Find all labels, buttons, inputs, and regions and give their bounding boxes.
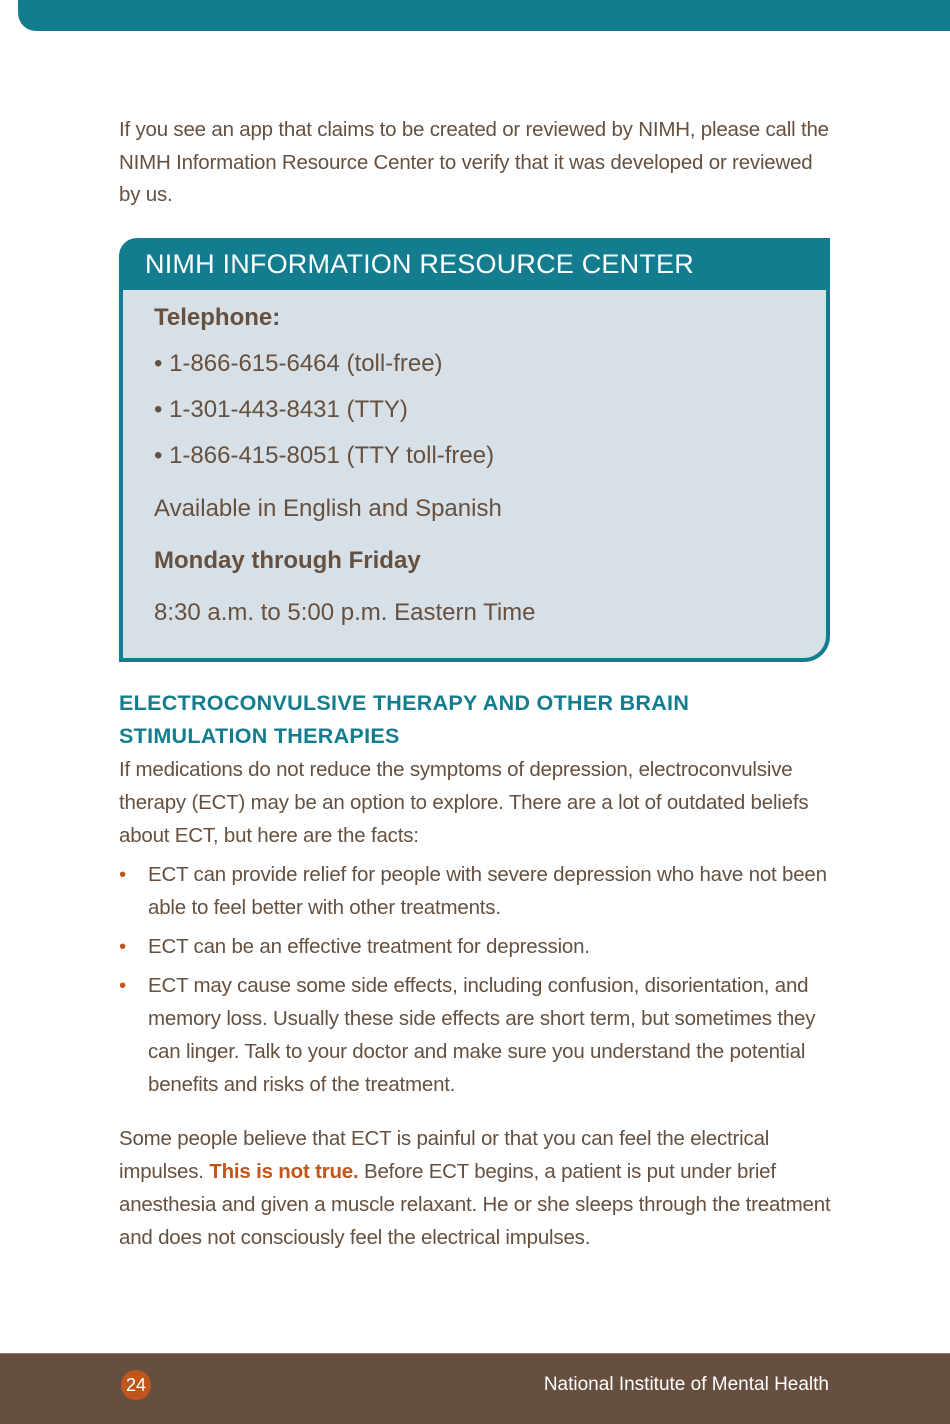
hours-text: 8:30 a.m. to 5:00 p.m. Eastern Time xyxy=(154,599,536,626)
list-item-text: ECT can provide relief for people with severe depression who have not been able to feel better with other treatments. xyxy=(148,863,827,919)
bullet-icon: • xyxy=(119,863,126,886)
emphasis-not-true: This is not true. xyxy=(209,1160,359,1183)
box-title: NIMH INFORMATION RESOURCE CENTER xyxy=(119,238,830,290)
footer-organization: National Institute of Mental Health xyxy=(543,1374,829,1395)
list-item-text: ECT can be an effective treatment for depression. xyxy=(148,935,590,958)
info-resource-center-box xyxy=(119,238,830,662)
days-text: Monday through Friday xyxy=(154,547,421,574)
page-footer xyxy=(0,1353,950,1424)
list-item xyxy=(119,969,839,1101)
phone-toll-free: • 1-866-615-6464 (toll-free) xyxy=(154,350,443,377)
phone-tty-toll-free: • 1-866-415-8051 (TTY toll-free) xyxy=(154,442,495,469)
bullet-icon: • xyxy=(119,974,126,997)
list-item xyxy=(119,930,839,963)
list-item-text: ECT may cause some side effects, including confusion, disorientation, and memory loss. Usually these side effects are short term, but sometimes they can linger. Talk to your doctor and make sure you understand the potential benefits and risks of the treatment. xyxy=(148,974,816,1096)
section-intro-paragraph: If medications do not reduce the symptoms of depression, electroconvulsive therapy (ECT) may be an option to explore. There are a lot of outdated beliefs about ECT, but here are the facts: xyxy=(119,758,809,847)
bullet-icon: • xyxy=(119,935,126,958)
intro-paragraph: If you see an app that claims to be created or reviewed by NIMH, please call the NIMH Information Resource Center to verify that it was developed or reviewed by us. xyxy=(119,118,829,206)
list-item xyxy=(119,858,839,924)
facts-list xyxy=(119,858,839,1107)
closing-text-start: Some people believe that ECT is painful or that you can feel the electrical impulses. xyxy=(119,1127,770,1183)
phone-tty: • 1-301-443-8431 (TTY) xyxy=(154,396,408,423)
languages-text: Available in English and Spanish xyxy=(154,495,502,522)
closing-paragraph xyxy=(119,1122,839,1254)
box-body xyxy=(119,290,830,662)
page-number-badge: 24 xyxy=(121,1370,151,1400)
top-header-band xyxy=(18,0,950,31)
closing-text-end: Before ECT begins, a patient is put under brief anesthesia and given a muscle relaxant. He or she sleeps through the treatment and does not consciously feel the electrical impulses. xyxy=(119,1160,831,1249)
section-heading: ELECTROCONVULSIVE THERAPY AND OTHER BRAIN STIMULATION THERAPIES xyxy=(119,691,690,748)
telephone-label: Telephone: xyxy=(154,304,281,331)
